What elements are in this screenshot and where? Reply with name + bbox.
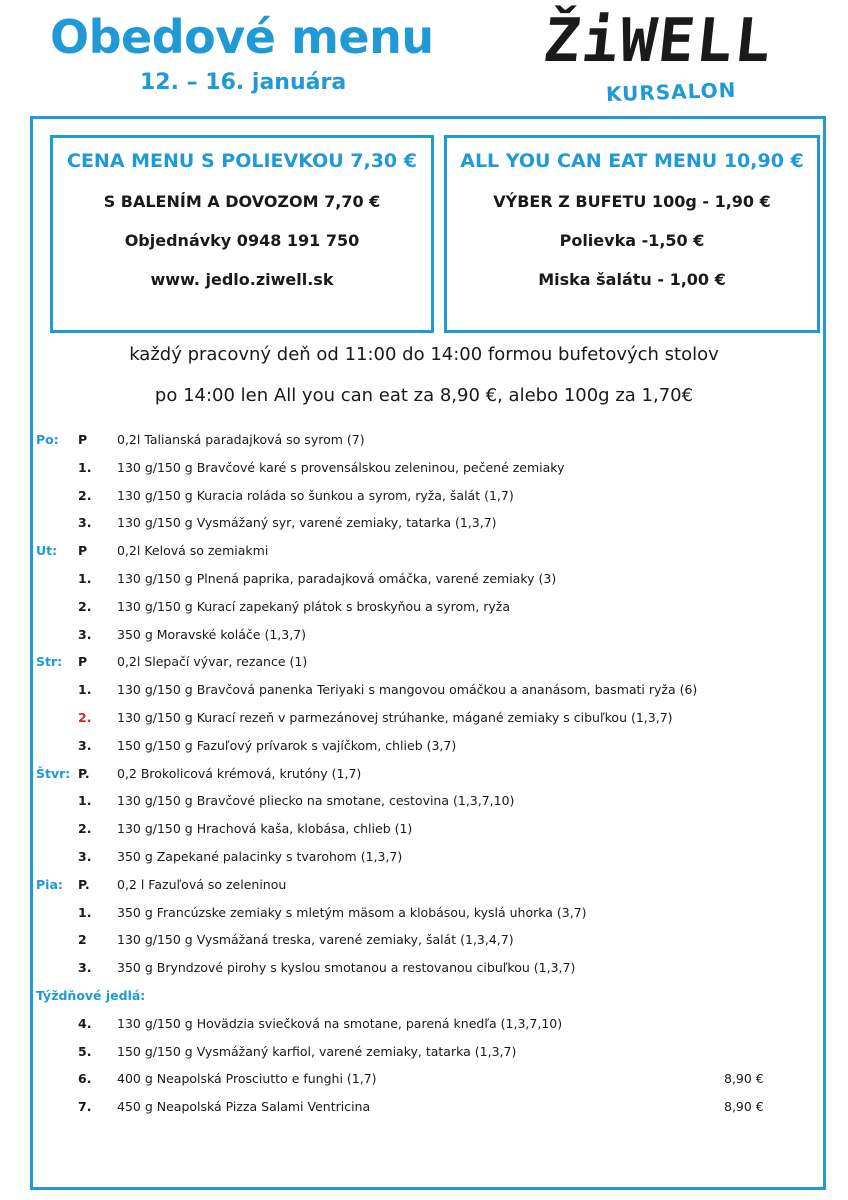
item-number: 1. — [78, 459, 92, 475]
menu-row — [36, 843, 796, 871]
item-number: 2. — [78, 709, 92, 725]
item-text: 0,2 Brokolicová krémová, krutóny (1,7) — [117, 765, 362, 781]
menu-row — [36, 593, 796, 621]
after-hours-line: po 14:00 len All you can eat za 8,90 €, alebo 100g za 1,70€ — [154, 385, 694, 406]
item-text: 0,2l Slepačí vývar, rezance (1) — [117, 654, 308, 670]
item-text: 130 g/150 g Plnená paprika, paradajková omáčka, varené zemiaky (3) — [117, 570, 557, 586]
item-number: 2 — [78, 932, 87, 948]
menu-row — [36, 648, 796, 676]
menu-list — [36, 426, 796, 1121]
item-text: 0,2 l Fazuľová so zeleninou — [117, 876, 287, 892]
logo-wordmark: ŽiWELL — [540, 6, 777, 76]
day-label: Po: — [36, 432, 59, 447]
item-number: 3. — [78, 515, 92, 531]
item-text: 130 g/150 g Kuracia roláda so šunkou a syrom, ryža, šalát (1,7) — [117, 487, 514, 503]
price-box-line: Polievka -1,50 € — [559, 231, 705, 250]
day-label: Pia: — [36, 876, 63, 892]
weekly-row — [36, 1093, 796, 1121]
item-price: 8,90 € — [724, 1071, 764, 1087]
menu-row — [36, 426, 796, 454]
price-box-title: CENA MENU S POLIEVKOU 7,30 € — [67, 150, 417, 172]
item-number: 2. — [78, 487, 92, 503]
item-text: 0,2l Talianská paradajková so syrom (7) — [117, 432, 365, 447]
item-text: 130 g/150 g Vysmážaná treska, varené zemiaky, šalát (1,3,4,7) — [117, 932, 514, 948]
item-number: 1. — [78, 793, 92, 809]
item-text: 130 g/150 g Vysmážaný syr, varené zemiaky, tatarka (1,3,7) — [117, 515, 497, 531]
menu-row — [36, 454, 796, 482]
menu-row — [36, 509, 796, 537]
item-number: 3. — [78, 737, 92, 753]
item-number: 4. — [78, 1015, 92, 1031]
item-text: 130 g/150 g Bravčové karé s provensálskou zeleninou, pečené zemiaky — [117, 459, 565, 475]
item-text: 130 g/150 g Hrachová kaša, klobása, chlieb (1) — [117, 821, 413, 837]
item-number: P. — [78, 876, 90, 892]
item-text: 350 g Zapekané palacinky s tvarohom (1,3,7) — [117, 848, 403, 864]
item-number: 3. — [78, 626, 92, 642]
item-text: 130 g/150 g Bravčová panenka Teriyaki s mangovou omáčkou a ananásom, basmati ryža (6) — [117, 682, 698, 698]
price-box-line: S BALENÍM A DOVOZOM 7,70 € — [103, 192, 381, 211]
item-number: P — [78, 543, 88, 559]
item-number: 3. — [78, 960, 92, 976]
item-text: 150 g/150 g Fazuľový prívarok s vajíčkom, chlieb (3,7) — [117, 737, 457, 753]
item-text: 130 g/150 g Bravčové pliecko na smotane, cestovina (1,3,7,10) — [117, 793, 515, 809]
item-number: 3. — [78, 848, 92, 864]
weekly-row — [36, 1038, 796, 1066]
item-text: 350 g Bryndzové pirohy s kyslou smotanou a restovanou cibuľkou (1,3,7) — [117, 960, 576, 976]
price-box-line: VÝBER Z BUFETU 100g - 1,90 € — [493, 192, 771, 211]
menu-row — [36, 815, 796, 843]
date-range: 12. – 16. januára — [140, 70, 347, 95]
weekly-row — [36, 1010, 796, 1038]
item-text: 0,2l Kelová so zemiakmi — [117, 543, 269, 559]
item-number: 1. — [78, 570, 92, 586]
item-text: 350 g Francúzske zemiaky s mletým mäsom a klobásou, kyslá uhorka (3,7) — [117, 904, 587, 920]
item-text: 130 g/150 g Kurací rezeň v parmezánovej strúhanke, mágané zemiaky s cibuľkou (1,3,7) — [117, 709, 673, 725]
menu-row — [36, 899, 796, 927]
weekly-row — [36, 1065, 796, 1093]
weekly-heading-row — [36, 982, 796, 1010]
item-number: 2. — [78, 821, 92, 837]
website-line: www. jedlo.ziwell.sk — [150, 270, 334, 289]
day-label: Ut: — [36, 543, 58, 559]
hours-line: každý pracovný deň od 11:00 do 14:00 formou bufetových stolov — [129, 344, 719, 365]
menu-row — [36, 676, 796, 704]
item-number: P — [78, 432, 88, 447]
item-number: P. — [78, 765, 90, 781]
item-price: 8,90 € — [724, 1099, 764, 1115]
menu-row — [36, 565, 796, 593]
item-number: 1. — [78, 682, 92, 698]
price-box-title: ALL YOU CAN EAT MENU 10,90 € — [460, 150, 804, 172]
item-text: 130 g/150 g Hovädzia sviečková na smotane, parená knedľa (1,3,7,10) — [117, 1015, 563, 1031]
menu-row — [36, 760, 796, 788]
day-label: Str: — [36, 654, 63, 670]
price-box-menu — [50, 135, 434, 333]
item-number: P — [78, 654, 88, 670]
menu-row — [36, 482, 796, 510]
day-label: Štvr: — [36, 765, 71, 781]
logo-subtitle: KURSALON — [605, 77, 737, 107]
menu-row — [36, 926, 796, 954]
item-text: 350 g Moravské koláče (1,3,7) — [117, 626, 307, 642]
menu-row — [36, 787, 796, 815]
menu-row — [36, 537, 796, 565]
menu-row — [36, 704, 796, 732]
menu-row — [36, 871, 796, 899]
item-number: 7. — [78, 1099, 92, 1115]
page-title: Obedové menu — [50, 10, 434, 64]
menu-row — [36, 954, 796, 982]
price-box-all-you-can-eat — [444, 135, 820, 333]
item-number: 2. — [78, 598, 92, 614]
logo — [540, 6, 810, 106]
item-text: 450 g Neapolská Pizza Salami Ventricina — [117, 1099, 371, 1115]
item-text: 130 g/150 g Kurací zapekaný plátok s broskyňou a syrom, ryža — [117, 598, 511, 614]
item-text: 400 g Neapolská Prosciutto e funghi (1,7) — [117, 1071, 377, 1087]
menu-row — [36, 732, 796, 760]
weekly-heading: Týždňové jedlá: — [36, 987, 146, 1003]
menu-row — [36, 621, 796, 649]
item-number: 1. — [78, 904, 92, 920]
price-box-line: Miska šalátu - 1,00 € — [538, 270, 726, 289]
item-number: 5. — [78, 1043, 92, 1059]
phone-line: Objednávky 0948 191 750 — [124, 231, 360, 250]
item-text: 150 g/150 g Vysmážaný karfiol, varené zemiaky, tatarka (1,3,7) — [117, 1043, 517, 1059]
item-number: 6. — [78, 1071, 92, 1087]
